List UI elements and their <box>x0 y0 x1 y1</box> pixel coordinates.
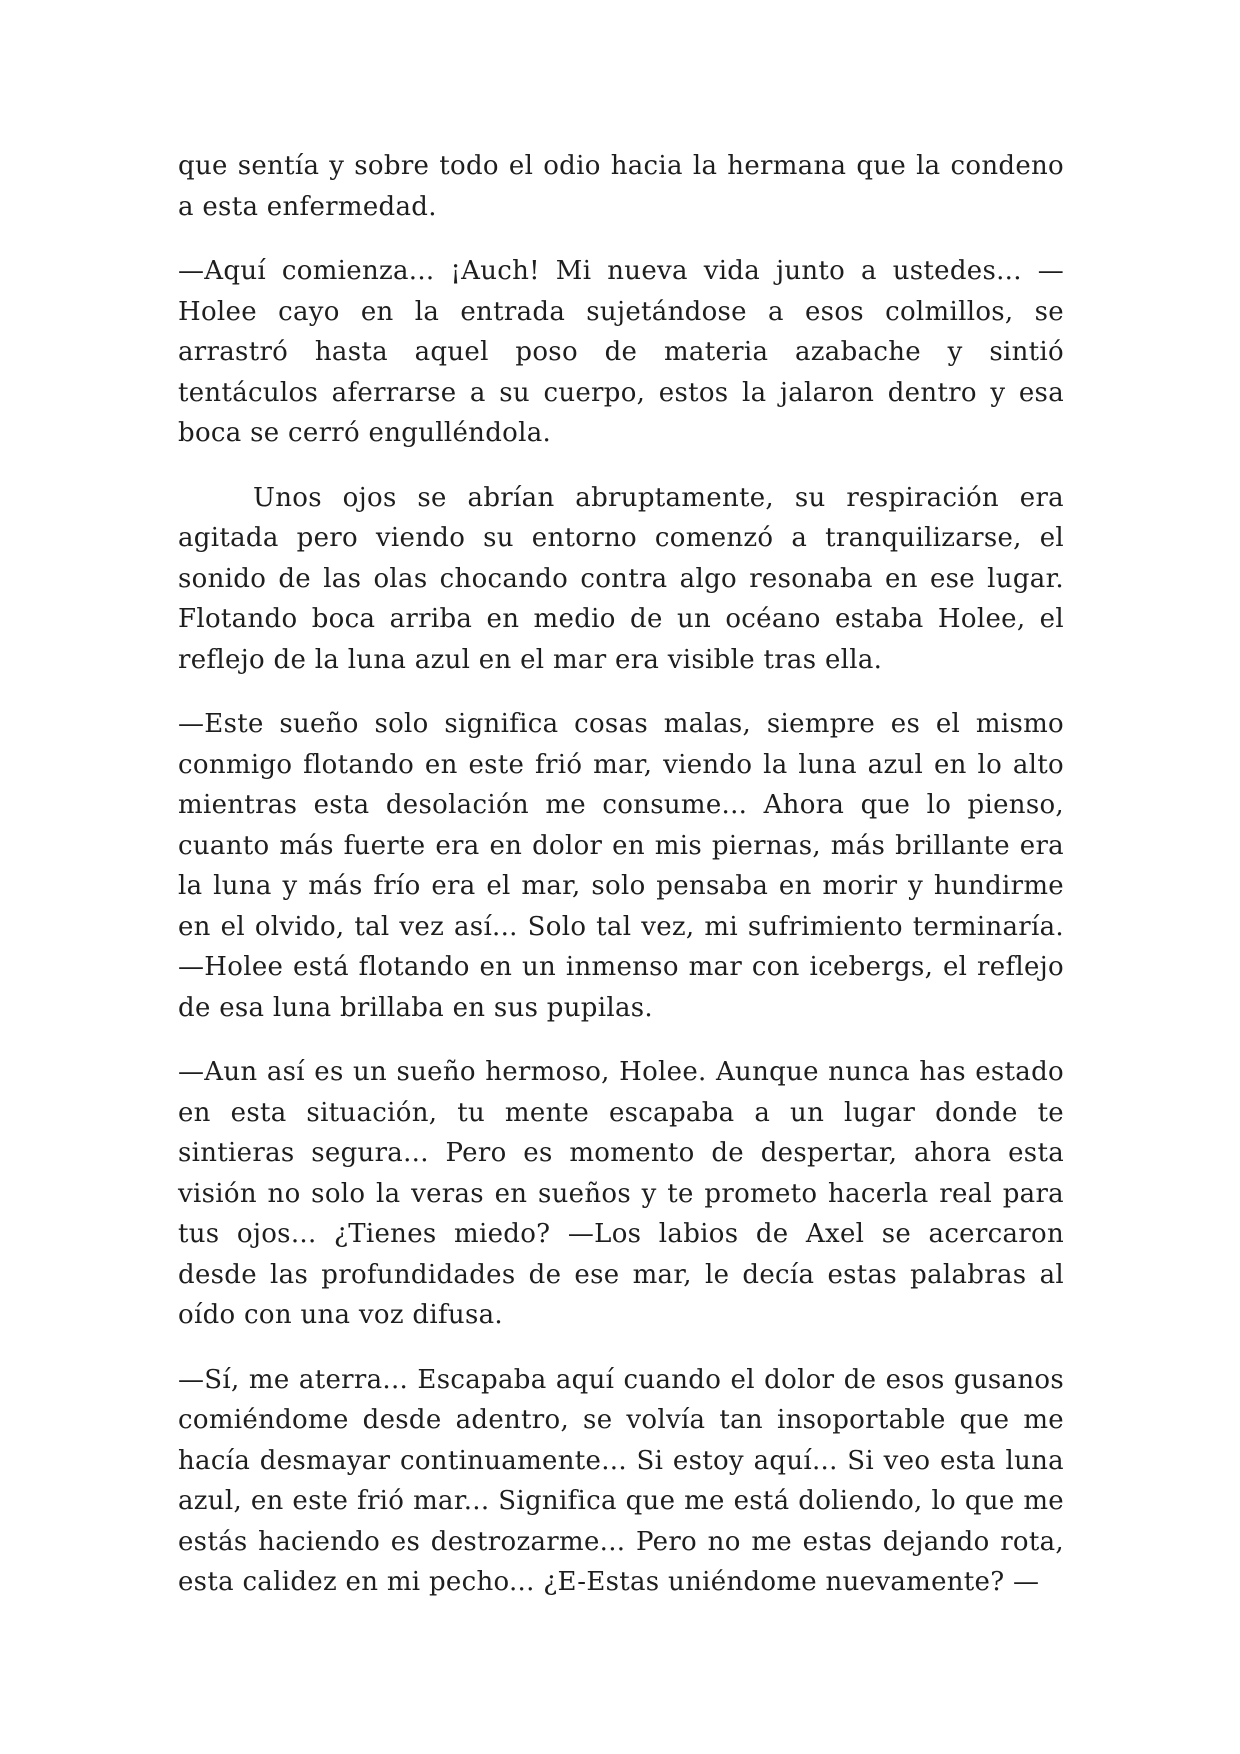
paragraph-6: —Sí, me aterra... Escapaba aquí cuando el dolor de esos gusanos comiéndome desde adentro, se volvía tan insoportable que me hacía desmayar continuamente... Si estoy aquí... Si veo esta luna azul, en este frió mar... Significa que me está doliendo, lo que me estás haciendo es destrozarme... Pero no me estas dejando rota, esta calidez en mi pecho... ¿E-Estas uniéndome nuevamente? — <box>178 1364 1064 1597</box>
paragraph-2: —Aquí comienza... ¡Auch! Mi nueva vida junto a ustedes... —Holee cayo en la entrada sujetándose a esos colmillos, se arrastró hasta aquel poso de materia azabache y sintió tentáculos aferrarse a su cuerpo, estos la jalaron dentro y esa boca se cerró engulléndola. <box>178 256 1064 448</box>
paragraph-1: que sentía y sobre todo el odio hacia la hermana que la condeno a esta enfermedad. <box>178 151 1064 222</box>
paragraph-4: —Este sueño solo significa cosas malas, siempre es el mismo conmigo flotando en este frió mar, viendo la luna azul en lo alto mientras esta desolación me consume... Ahora que lo pienso, cuanto más fuerte era en dolor en mis piernas, más brillante era la luna y más frío era el mar, solo pensaba en morir y hundirme en el olvido, tal vez así... Solo tal vez, mi sufrimiento terminaría. —Holee está flotando en un inmenso mar con icebergs, el reflejo de esa luna brillaba en sus pupilas. <box>178 709 1064 1023</box>
paragraph-3: Unos ojos se abrían abruptamente, su respiración era agitada pero viendo su entorno comenzó a tranquilizarse, el sonido de las olas chocando contra algo resonaba en ese lugar. Flotando boca arriba en medio de un océano estaba Holee, el reflejo de la luna azul en el mar era visible tras ella. <box>178 482 1064 675</box>
document-page <box>178 146 1064 1627</box>
paragraph-5: —Aun así es un sueño hermoso, Holee. Aunque nunca has estado en esta situación, tu mente escapaba a un lugar donde te sintieras segura... Pero es momento de despertar, ahora esta visión no solo la veras en sueños y te prometo hacerla real para tus ojos... ¿Tienes miedo? —Los labios de Axel se acercaron desde las profundidades de ese mar, le decía estas palabras al oído con una voz difusa. <box>178 1057 1064 1330</box>
